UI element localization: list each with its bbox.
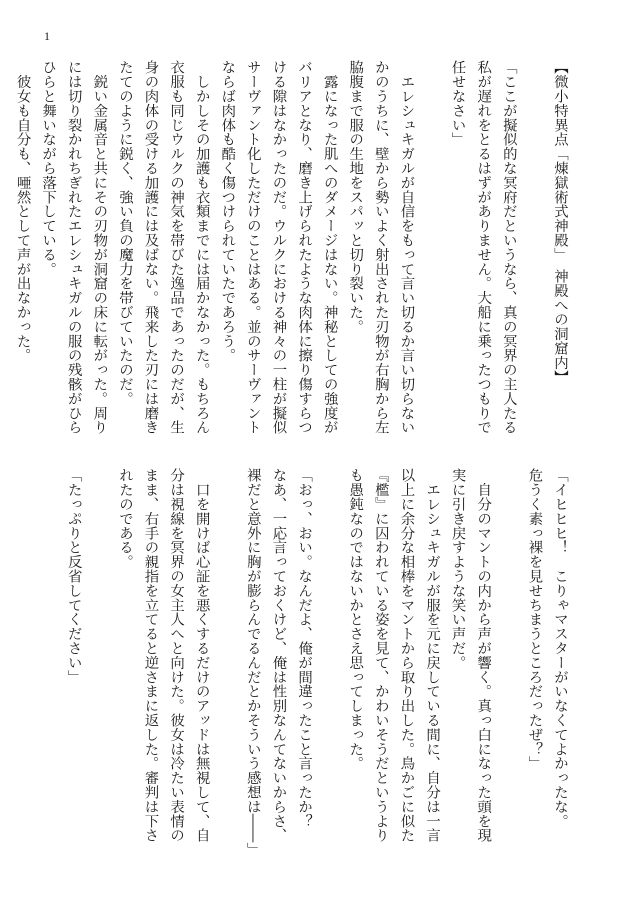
upper-block-line: 彼女も自分も、唖然として声が出なかった。 [14,60,31,363]
upper-block-line: 脇腹まで服の生地をスパッと切り裂いた。 [347,60,364,334]
upper-block-line: サーヴァント化しただけのことはある。並のサーヴァント [244,60,261,435]
lower-text-block [60,468,572,868]
lower-block-line: 裸だと意外に胸が膨らんでるんだとかそういう感想は――」 [244,468,261,857]
lower-block-line: 「イヒヒヒ！ こりゃマスターがいなくてよかったな。 [552,468,568,828]
lower-block-line: 「たっぷりと反省してください」 [65,468,82,684]
lower-block-line [86,468,112,868]
upper-block-line: には切り裂かれちぎれたエレシュキガルの服の残骸がひら [65,60,82,435]
lower-block-line: まま、右手の親指を立てると逆さまに返した。審判は下さ [142,468,159,843]
upper-block-line: ならば肉体も酷く傷つけられていたであろう。 [219,60,236,363]
lower-block-line: 以上に余分な相棒をマントから取り出した。鳥かごに似た [398,468,415,843]
upper-block-line: 露になった肌へのダメージはない。神秘としての強度が [321,60,338,435]
upper-block-line: エレシュキガルが自信をもって言い切るか言い切らない [398,60,415,435]
lower-block-line [495,468,521,868]
upper-block-line: 衣服も同じウルクの神気を帯びた逸品であったのだが、生 [168,60,185,435]
upper-block-line: 「ここが擬似的な冥府だというなら、真の冥界の主人たる [500,60,517,435]
upper-block-line [521,60,547,455]
lower-block-line: 「おっ、おい。なんだよ、俺が間違ったこと言ったか？ [296,468,313,828]
lower-block-line [214,468,240,868]
lower-block-line: 口を開けば心証を悪くするだけのアッドは無視して、自 [193,468,210,843]
upper-text-block [9,60,572,455]
upper-block-line: ける隙はなかったのだ。ウルクにおける神々の一柱が擬似 [270,60,287,435]
lower-block-line: エレシュキガルが服を元に戻している間に、自分は一言 [424,468,441,843]
upper-block-line: たてのように鋭く、強い負の魔力を帯びていたのだ。 [116,60,133,406]
upper-block-line: バリアとなり、磨き上げられたような肉体に擦り傷すらつ [296,60,313,435]
lower-block-line: なあ、一応言っておくけど、俺は性別なんてないからさ、 [270,468,287,843]
lower-block-line: も愚鈍なのではないかとさえ思ってしまった。 [347,468,364,771]
upper-block-line: 【微小特異点「煉獄術式神殿」 神殿への洞窟内】 [552,60,568,384]
upper-block-line [418,60,444,455]
lower-block-line: 分は視線を冥界の女主人へと向けた。彼女は冷たい表情の [168,468,185,843]
lower-block-line: 自分のマントの内から声が響く。真っ白になった頭を現 [475,468,492,843]
upper-block-line: ひらと舞いながら落下している。 [40,60,57,276]
lower-block-line: 危うく素っ裸を見せちまうところだったぜ？」 [526,468,543,771]
lower-block-line: れたのである。 [116,468,133,569]
page-number: 1 [44,29,50,43]
lower-block-line: 『檻』に囚われている姿を見て、かわいそうだというより [372,468,389,843]
upper-block-line: 鋭い金属音と共にその刃物が洞窟の床に転がった。周り [91,60,108,435]
upper-block-line: 任せなさい」 [449,60,466,147]
lower-block-line [316,468,342,868]
upper-block-line: かのうちに、壁から勢いよく射出された刃物が右胸から左 [372,60,389,435]
lower-block-line: 実に引き戻すような笑い声だ。 [449,468,466,670]
upper-block-line: 私が遅れをとるはずがありません。大船に乗ったつもりで [475,60,492,435]
upper-block-line: 身の肉体の受ける加護には及ばない。飛来した刃には磨き [142,60,159,435]
upper-block-line: しかしその加護も衣類までには届かなかった。もちろん [193,60,210,435]
